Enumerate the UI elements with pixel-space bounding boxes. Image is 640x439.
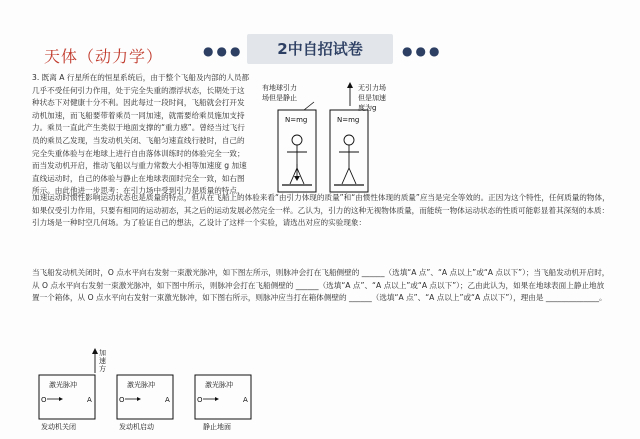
box-3-point: A — [243, 396, 248, 404]
box-2-origin: O — [119, 396, 125, 404]
box-3-origin: O — [197, 396, 203, 404]
left-scale-label: N=mg — [285, 116, 308, 124]
caption-right: 静止地面 — [203, 423, 231, 431]
question-paragraph-2: 加速运动时惯性影响运动状态也是质量的特点，但从在飞船上的体验来看“由引力体现的质量”和“由惯性体现的质量”应当是完全等效的。正因为这个特性，任何质量的物体，如果仅受引力作用，只要有相同的运动初态，其之后的运动发展必然完全一样。乙认为，引力的这种无视物体质量，而能统一物体运动状态的性质可能彰显着其深刻的本质：引力场是一种时空几何场。为了验证自己的想法，乙设计了这样一个实验，请选出对应的实验现象： — [32, 193, 610, 228]
box-1-origin: O — [41, 396, 47, 404]
decorative-dots-right: ●●● — [402, 44, 443, 58]
laser-pulse-figure — [35, 347, 265, 431]
arrow-label-2: 速 — [99, 357, 106, 365]
question-paragraph-3: 当飞船发动机关闭时，O 点水平向右发射一束激光脉冲，如下图左所示，则脉冲会打在飞船侧壁的 ______（选填“A 点”、“A 点以上”或“A 点以下”）；当飞船发动机开启时，从 O 点水平向右发射一束激光脉冲，如下图中所示，则脉冲会打在飞船侧壁的 ______（选填“A 点”、“A 点以上”或“A 点以下”）；乙由此认为，如果在地球表面上静止地放置一个箱体，从 O 点水平向右发射一束激光脉冲，如下图右所示，则脉冲应当打在箱体侧壁的 ______（选填“A 点”、“A 点以上”或“A 点以下”），理由是 ______________。 — [32, 268, 610, 303]
gravity-equivalence-figure — [252, 80, 597, 200]
left-caption-line1: 有地球引力 — [262, 84, 297, 92]
exam-banner: 2中自招试卷 — [247, 34, 393, 64]
arrow-label-3: 方 — [99, 365, 106, 373]
decorative-dots-left: ●●● — [203, 44, 244, 58]
right-caption-line1: 无引力场 — [358, 84, 386, 92]
question-paragraph-1: 3. 既离 A 行星所在的恒星系统后，由于整个飞船及内部的人员都几乎不受任何引力作用，处于完全失重的漂浮状态，长期处于这种状态下对健康十分不利。因此每过一段时间，飞船就会打开发动机加速，而飞船要带着乘员一同加速，就需要给乘员施加支持力。乘员一直此产生类似于地面支撑的“重力感”。曾经当过飞行员的乘员乙发现，当发动机关闭、飞船匀速直线行驶时，自己的完全失重体验与在地球上进行自由落体训练时的体验完全一致；而当发动机开启，推动飞船以与重力常数大小相等加速度 g 加速直线运动时，自己的体验与静止在地球表面时完全一致，如右图所示。由此他进一步思考：在引力场中受到引力是质量的特点， — [32, 73, 250, 196]
box-3-text: 激光脉冲 — [205, 381, 233, 389]
box-1-point: A — [87, 396, 92, 404]
arrow-label-1: 加 — [99, 349, 106, 357]
box-2-point: A — [165, 396, 170, 404]
section-title: 天体（动力学） — [44, 47, 164, 66]
right-scale-label: N=mg — [337, 116, 360, 124]
right-caption-line2: 但是加速 — [358, 94, 386, 102]
right-caption-line3: 度为g — [358, 104, 377, 112]
caption-middle: 发动机启动 — [119, 423, 154, 431]
left-caption-line2: 场但是静止 — [262, 94, 297, 102]
left-person-head — [292, 135, 302, 145]
box-2-text: 激光脉冲 — [127, 381, 155, 389]
right-person-head — [344, 135, 354, 145]
caption-left: 发动机关闭 — [41, 423, 76, 431]
box-1-text: 激光脉冲 — [49, 381, 77, 389]
